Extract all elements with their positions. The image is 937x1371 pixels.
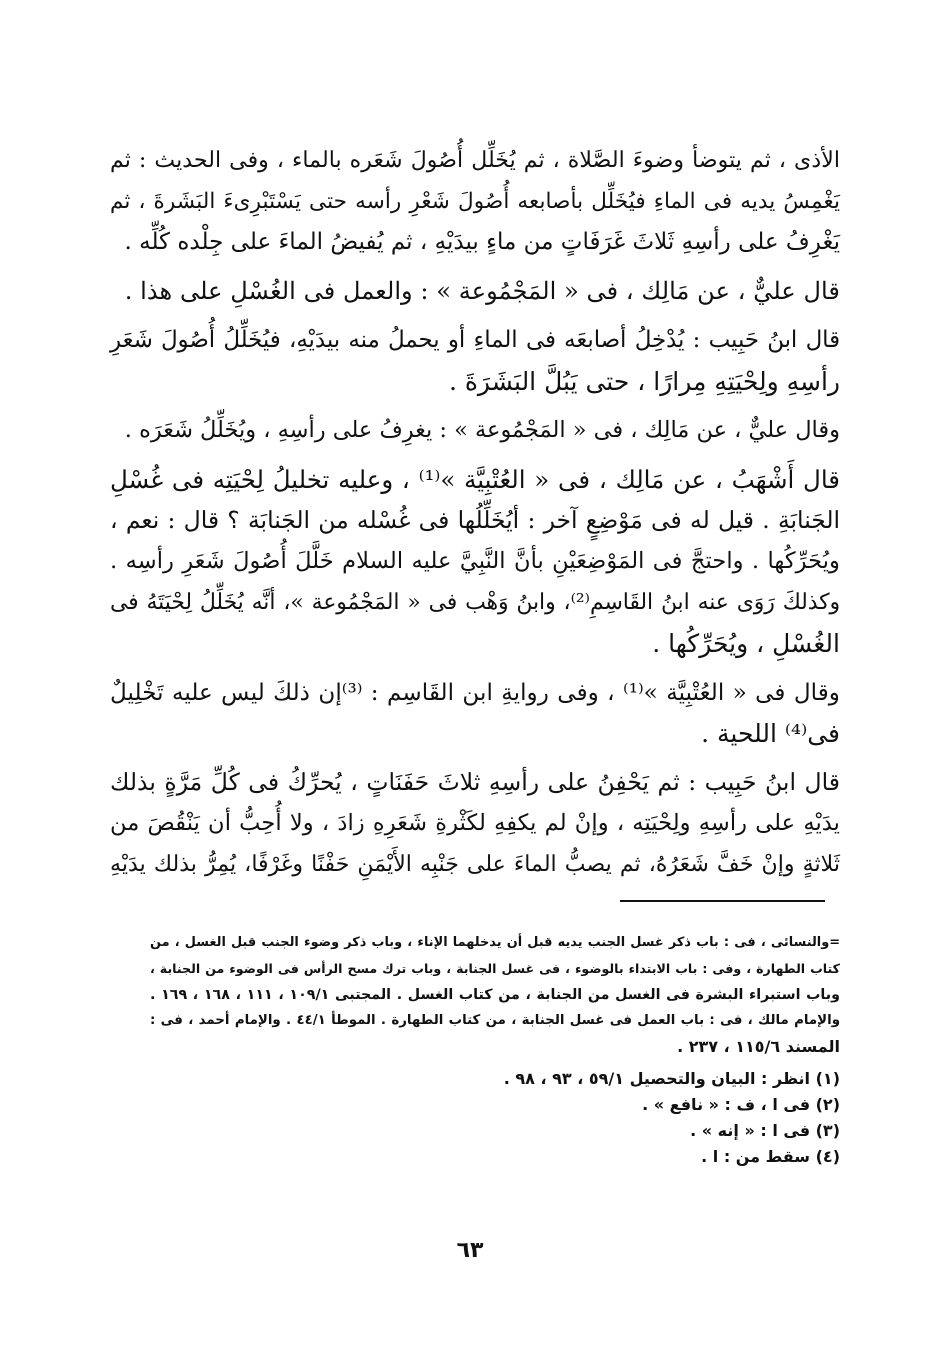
text-line: يدَيْهِ على رأسِهِ ولِحْيَتِه ، وإنْ لم يكفِهِ لكَثْرةِ شَعَرِهِ زادَ ، ولا أُحِبُّ أن يَنْقُصَ من (110, 810, 840, 836)
note-line: وباب استبراء البشرة فى الغسل من الجنابة ، من كتاب الغسل . المجتبى ١٠٩/١ ، ١١١ ، ١٦٨ ، ١٦٩ . (150, 987, 840, 1003)
paragraph (110, 140, 840, 263)
text-line: وقال عليٌّ ، عن مَالِك ، فى « المَجْمُوعة » : يغرِفُ على رأسِهِ ، ويُخَلِّلُ شَعَرَه . (124, 417, 840, 443)
text-line: الأذى ، ثم يتوضأ وضوءَ الصَّلاة ، ثم يُخَلِّل أُصُولَ شَعَره بالماء ، وفى الحديث : ثم (110, 147, 840, 173)
text-line: قال أَشْهَبُ ، عن مَالِك ، فى « العُتْبِيَّة »⁽¹⁾ ، وعليه تخليلُ لِحْيَتِه فى غُسْلِ (110, 465, 840, 494)
paragraph (110, 459, 840, 664)
footnotes-section (150, 930, 840, 1170)
main-text (110, 140, 840, 893)
text-line: الغُسْلِ ، ويُحَرِّكُها . (652, 629, 840, 658)
footnote-divider (620, 900, 825, 902)
footnote-list (150, 1066, 840, 1170)
note-line: المسند ١١٥/٦ ، ٢٣٧ . (677, 1037, 840, 1056)
text-line: قال ابنُ حَبِيب : يُدْخِلُ أصابعَه فى الماءِ أو يحملُ منه بيدَيْهِ، فيُخَلِّلُ أُصُولَ شَعَرِ (110, 327, 840, 353)
text-line: الجَنابَةِ . قيل له فى مَوْضِعٍ آخر : أيُخَلِّلُها فى غُسْله من الجَنابَة ؟ قال : نعم ، (110, 506, 840, 534)
note-line: =والنسائى ، فى : باب ذكر غسل الجنب يديه قبل أن يدخلهما الإناء ، وباب ذكر وضوء الجنب قبل الغسل ، من (150, 935, 840, 950)
text-line: قال ابنُ حَبِيب : ثم يَحْفِنُ على رأسِهِ ثلاثَ حَفَنَاتٍ ، يُحرِّكُ فى كُلِّ مَرَّةٍ بذلك (110, 768, 840, 796)
page-number: ٦٣ (456, 1238, 484, 1263)
paragraph (110, 672, 840, 754)
text-line: يَغْمِسُ يديه فى الماءِ فيُخَلِّل بأصابعه أُصُولَ شَعْرِ رأسه حتى يَسْتَبْرِىءَ البَشَرةَ ، ثم (110, 189, 840, 214)
paragraph (110, 271, 840, 312)
footnote: (٤) سقط من : ا . (701, 1147, 840, 1166)
text-line: رأسِهِ ولِحْيَتِهِ مِرارًا ، حتى يَبُلَّ البَشَرَةَ . (448, 367, 840, 396)
note-line: كتاب الطهارة ، وفى : باب الابتداء بالوضوء ، فى غسل الجنابة ، وباب ترك مسح الرأس فى الوضوء من الجنابة ، (150, 961, 840, 976)
text-line: يَغْرِفُ على رأسِهِ ثَلاثَ غَرَفَاتٍ من ماءٍ بيدَيْهِ ، ثم يُفيضُ الماءَ على جِلْده كُلِّه . (124, 229, 840, 255)
paragraph (110, 762, 840, 885)
text-line: وقال فى « العُتْبِيَّة »⁽¹⁾ ، وفى روايةِ ابن القَاسِم : ⁽³⁾إن ذلكَ ليس عليه تَخْلِيلٌ (110, 679, 840, 706)
footnote: (٣) فى ا : « إنه » . (690, 1121, 840, 1140)
text-line: فى⁽⁴⁾ اللحية . (701, 719, 840, 748)
text-line: ويُحَرِّكُها . واحتجَّ فى المَوْضِعَيْنِ بأنَّ النَّبِيَّ عليه السلام خَلَّلَ أُصُولَ شَعَرِ رأسِه . (110, 548, 840, 574)
paragraph (110, 320, 840, 402)
text-line: وكذلكَ رَوَى عنه ابنُ القَاسِمِ⁽²⁾، وابنُ وَهْب فى « المَجْمُوعة »، أنَّه يُخَلِّلُ لِحْيَتَهُ فى (110, 590, 840, 615)
paragraph (110, 410, 840, 451)
text-line: قال عليٌّ ، عن مَالِك ، فى « المَجْمُوعة » : والعمل فى الغُسْلِ على هذا . (124, 277, 840, 305)
note-line: والإمام مالك ، فى : باب العمل فى غسل الجنابة ، من كتاب الطهارة . الموطأ ٤٤/١ . والإمام أحمد ، فى : (150, 1013, 840, 1028)
footnote: (٢) فى ا ، ف : « نافع » . (642, 1095, 840, 1114)
footnote: (١) انظر : البيان والتحصيل ٥٩/١ ، ٩٣ ، ٩٨ . (503, 1069, 840, 1088)
continued-note (150, 930, 840, 1060)
text-line: ثَلاثةٍ وإنْ خَفَّ شَعَرُهُ، ثم يصبُّ الماءَ على جَنْبِه الأَيْمَنِ حَفْنًا وغَرْفًا، يُمِرُّ بذلك يدَيْهِ (110, 851, 840, 877)
